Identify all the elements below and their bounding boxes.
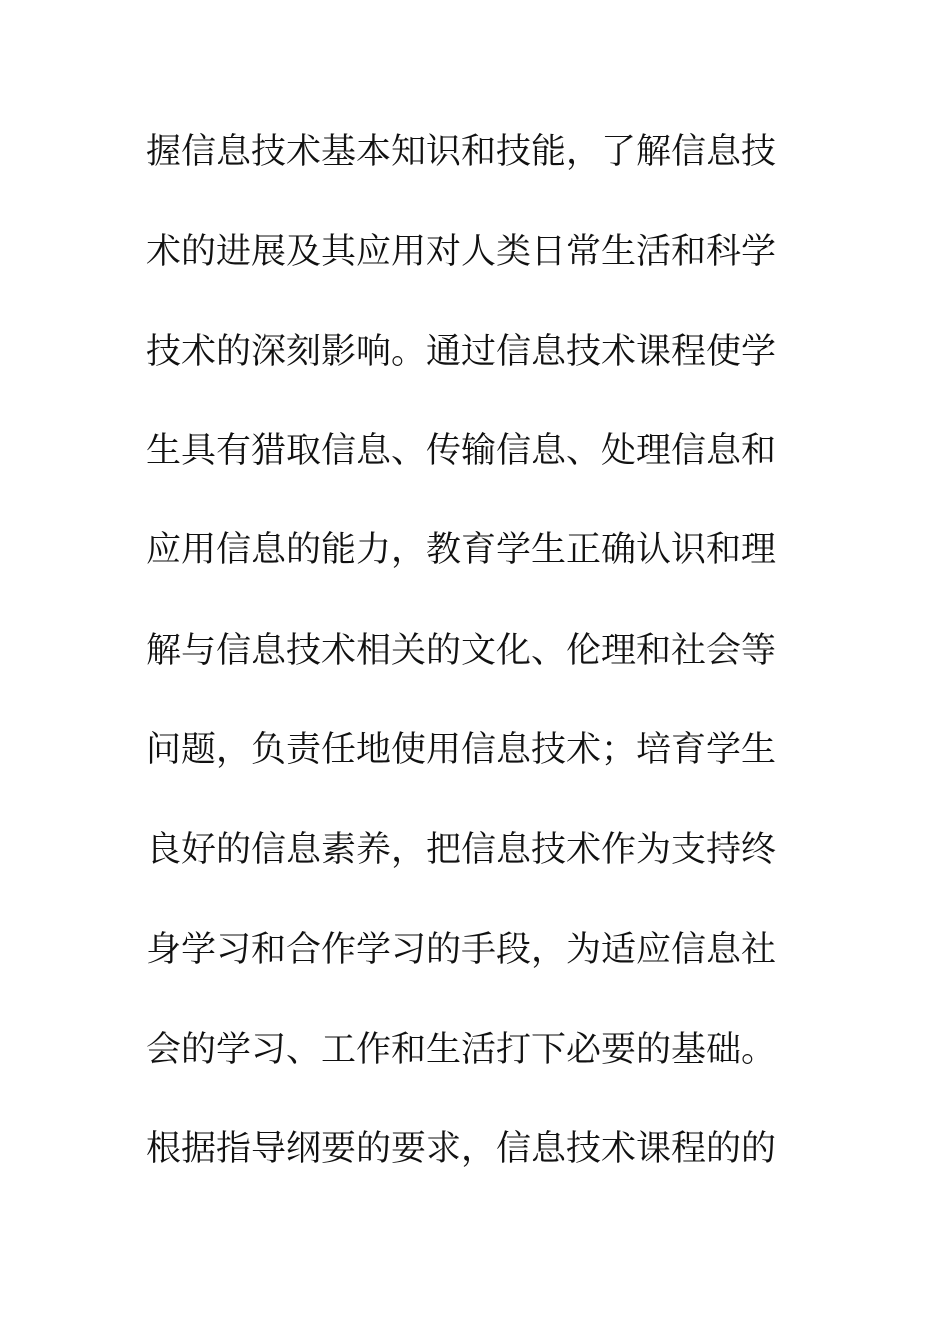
body-text-line: 问题，负责任地使用信息技术；培育学生: [146, 730, 777, 770]
body-text-line: 技术的深刻影响。通过信息技术课程使学: [146, 332, 777, 372]
body-text-line: 握信息技术基本知识和技能，了解信息技: [146, 132, 777, 172]
body-text-line: 生具有猎取信息、传输信息、处理信息和: [146, 431, 777, 471]
body-text-line: 根据指导纲要的要求，信息技术课程的的: [146, 1129, 777, 1169]
body-text-line: 术的进展及其应用对人类日常生活和科学: [146, 232, 777, 272]
body-text-line: 会的学习、工作和生活打下必要的基础。: [146, 1030, 777, 1070]
body-text-line: 应用信息的能力，教育学生正确认识和理: [146, 530, 777, 570]
body-text-line: 良好的信息素养，把信息技术作为支持终: [146, 830, 777, 870]
body-text-line: 解与信息技术相关的文化、伦理和社会等: [146, 631, 777, 671]
body-text-line: 身学习和合作学习的手段，为适应信息社: [146, 930, 777, 970]
